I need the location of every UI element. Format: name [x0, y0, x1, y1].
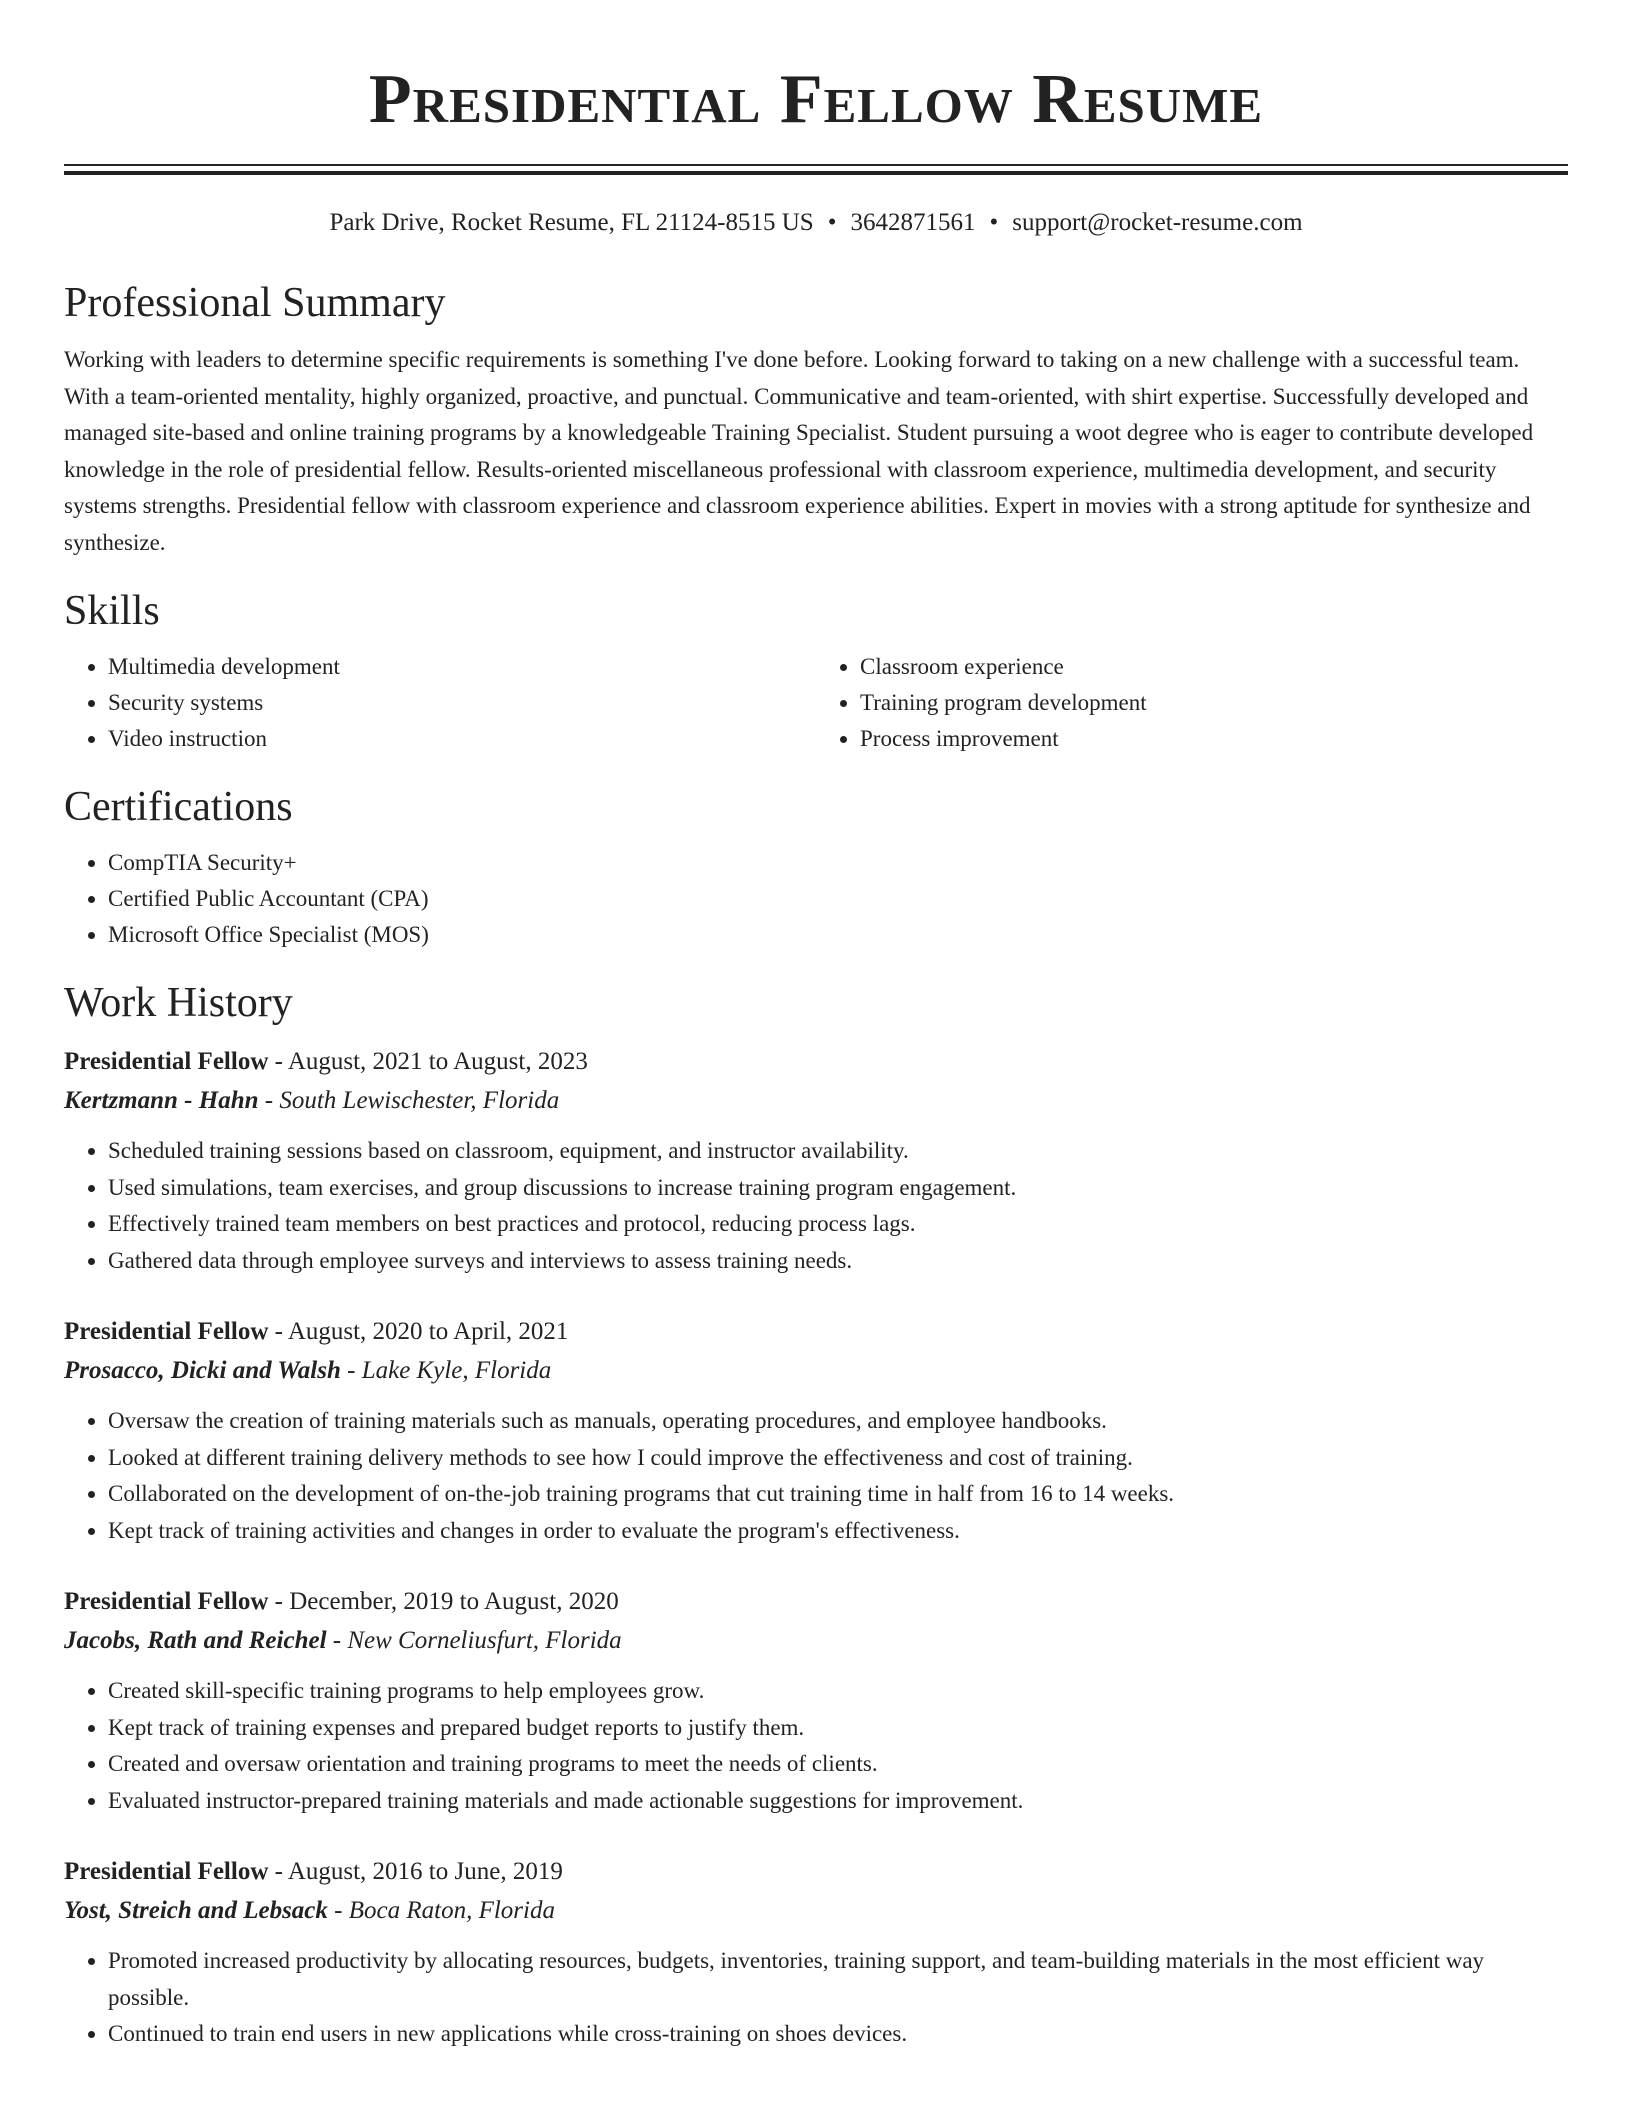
- skills-heading: Skills: [64, 588, 160, 634]
- skills-list: [64, 649, 1568, 757]
- job-company: Kertzmann - Hahn: [64, 1087, 259, 1114]
- certification-item: • Microsoft Office Specialist (MOS): [108, 917, 1568, 953]
- job-title-line: [64, 1583, 1568, 1621]
- job-bullet: • Oversaw the creation of training materials such as manuals, operating procedures, and employee handbooks.: [108, 1403, 1568, 1440]
- job-dash: -: [326, 1627, 348, 1654]
- job-entry: [64, 1313, 1568, 1549]
- job-bullets: [64, 1943, 1568, 2053]
- job-role: Presidential Fellow: [64, 1048, 269, 1075]
- job-entry: [64, 1583, 1568, 1819]
- job-entry: [64, 1043, 1568, 1279]
- job-company: Prosacco, Dicki and Walsh: [64, 1357, 341, 1384]
- job-company-line: [64, 1891, 1568, 1931]
- resume-title: Presidential Fellow Resume: [368, 61, 1264, 138]
- skill-item: • Security systems: [108, 685, 816, 721]
- contact-line: [64, 207, 1568, 239]
- job-bullets: [64, 1133, 1568, 1279]
- job-dash: -: [268, 1318, 288, 1345]
- job-bullet: • Used simulations, team exercises, and group discussions to increase training program engagement.: [108, 1170, 1568, 1207]
- job-dash: -: [258, 1087, 280, 1114]
- job-bullets: [64, 1673, 1568, 1819]
- job-company: Yost, Streich and Lebsack: [64, 1897, 328, 1924]
- job-location: South Lewischester, Florida: [279, 1087, 560, 1114]
- contact-address: Park Drive, Rocket Resume, FL 21124-8515 US: [329, 209, 814, 236]
- contact-separator: •: [989, 209, 999, 236]
- job-bullet: • Collaborated on the development of on-the-job training programs that cut training time in half from 16 to 14 weeks.: [108, 1476, 1568, 1513]
- job-dash: -: [268, 1858, 288, 1885]
- skill-item: • Process improvement: [860, 721, 1568, 757]
- job-company-line: [64, 1081, 1568, 1121]
- job-bullet: • Kept track of training expenses and prepared budget reports to justify them.: [108, 1710, 1568, 1747]
- job-title-line: [64, 1313, 1568, 1351]
- certifications-heading: Certifications: [64, 784, 293, 830]
- job-location: Boca Raton, Florida: [348, 1897, 555, 1924]
- job-role: Presidential Fellow: [64, 1318, 269, 1345]
- job-title-line: [64, 1853, 1568, 1891]
- job-dash: -: [268, 1048, 288, 1075]
- contact-phone: 3642871561: [850, 209, 976, 236]
- job-dash: -: [268, 1588, 290, 1615]
- job-dash: -: [340, 1357, 362, 1384]
- skills-column-right: [816, 649, 1568, 757]
- job-bullet: • Kept track of training activities and changes in order to evaluate the program's effectiveness.: [108, 1513, 1568, 1550]
- skill-item: • Video instruction: [108, 721, 816, 757]
- contact-separator: •: [827, 209, 837, 236]
- job-title-line: [64, 1043, 1568, 1081]
- certification-item: • CompTIA Security+: [108, 845, 1568, 881]
- skill-item: • Classroom experience: [860, 649, 1568, 685]
- work-history-heading: Work History: [64, 980, 293, 1026]
- job-dates: August, 2016 to June, 2019: [287, 1858, 563, 1885]
- job-company: Jacobs, Rath and Reichel: [64, 1627, 327, 1654]
- job-bullet: • Created skill-specific training programs to help employees grow.: [108, 1673, 1568, 1710]
- job-dates: December, 2019 to August, 2020: [289, 1588, 619, 1615]
- certification-item: • Certified Public Accountant (CPA): [108, 881, 1568, 917]
- job-company-line: [64, 1621, 1568, 1661]
- skills-column-left: [64, 649, 816, 757]
- job-role: Presidential Fellow: [64, 1858, 269, 1885]
- job-role: Presidential Fellow: [64, 1588, 269, 1615]
- job-entry: [64, 1853, 1568, 2053]
- job-bullet: • Looked at different training delivery methods to see how I could improve the effectiveness and cost of training.: [108, 1440, 1568, 1477]
- job-bullet: • Created and oversaw orientation and training programs to meet the needs of clients.: [108, 1746, 1568, 1783]
- skill-item: • Multimedia development: [108, 649, 816, 685]
- certifications-list: [64, 845, 1568, 953]
- job-location: Lake Kyle, Florida: [361, 1357, 552, 1384]
- job-bullet: • Effectively trained team members on best practices and protocol, reducing process lags.: [108, 1206, 1568, 1243]
- job-company-line: [64, 1351, 1568, 1391]
- summary-heading: Professional Summary: [64, 280, 446, 326]
- skill-item: • Training program development: [860, 685, 1568, 721]
- title-divider: [64, 164, 1568, 175]
- job-dash: -: [327, 1897, 349, 1924]
- contact-email: support@rocket-resume.com: [1012, 209, 1303, 236]
- job-bullet: • Gathered data through employee surveys and interviews to assess training needs.: [108, 1243, 1568, 1280]
- job-bullet: • Scheduled training sessions based on classroom, equipment, and instructor availability.: [108, 1133, 1568, 1170]
- job-bullet: • Evaluated instructor-prepared training materials and made actionable suggestions for improvement.: [108, 1783, 1568, 1820]
- job-location: New Corneliusfurt, Florida: [347, 1627, 622, 1654]
- summary-text: Working with leaders to determine specific requirements is something I've done before. Looking forward to taking on a new challenge with a successful team. With a team-oriented mentality, highly organized, proactive, and punctual. Communicative and team-oriented, with shirt expertise. Successfully developed and managed site-based and online training programs by a knowledgeable Training Specialist. Student pursuing a woot degree who is eager to contribute developed knowledge in the role of presidential fellow. Results-oriented miscellaneous professional with classroom experience, multimedia development, and security systems strengths. Presidential fellow with classroom experience and classroom experience abilities. Expert in movies with a strong aptitude for synthesize and synthesize.: [64, 347, 1534, 555]
- job-bullet: • Continued to train end users in new applications while cross-training on shoes devices.: [108, 2016, 1568, 2053]
- job-bullets: [64, 1403, 1568, 1549]
- job-bullet: • Promoted increased productivity by allocating resources, budgets, inventories, training support, and team-building materials in the most efficient way possible.: [108, 1943, 1568, 2016]
- job-dates: August, 2021 to August, 2023: [287, 1048, 588, 1075]
- job-dates: August, 2020 to April, 2021: [287, 1318, 569, 1345]
